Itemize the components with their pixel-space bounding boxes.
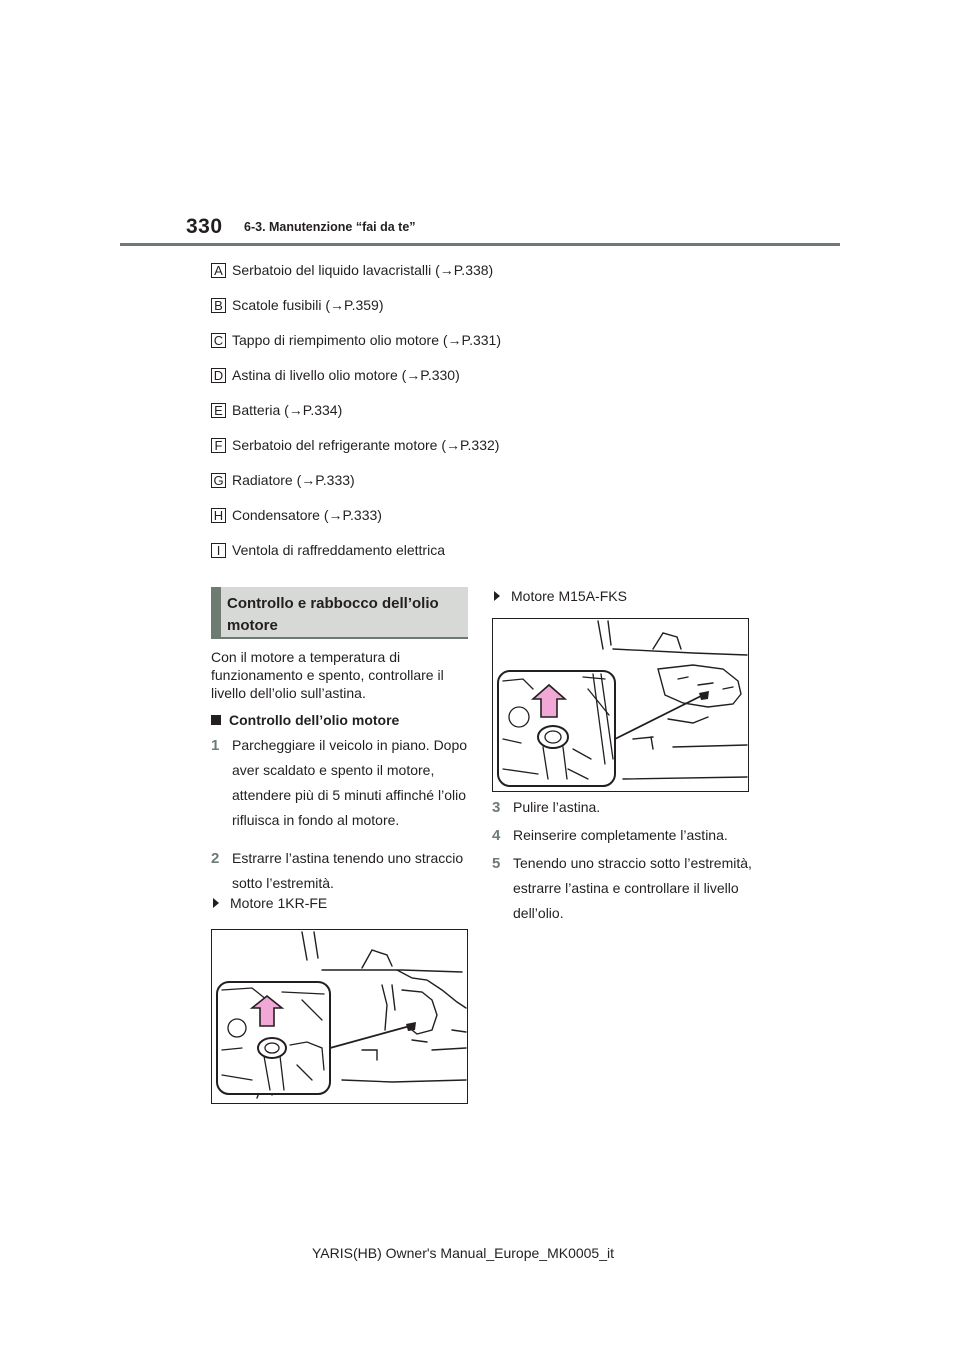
triangle-bullet-icon [494,591,500,601]
engine-label-text: Motore 1KR-FE [230,895,328,911]
step-text: Estrarre l’astina tenendo uno straccio sotto l’estremità. [232,850,464,891]
legend-item [211,262,631,297]
step-1 [211,733,473,833]
step-5 [492,851,754,926]
engine-label-text: Motore M15A-FKS [511,588,627,604]
component-legend [211,262,631,577]
section-title: 6-3. Manutenzione “fai da te” [244,220,416,234]
legend-item [211,542,631,577]
step-text: Tenendo uno straccio sotto l’estremità, estrarre l’astina e controllare il livello dell’olio. [513,855,752,921]
legend-letter: E [211,403,226,418]
legend-letter: C [211,333,226,348]
legend-item [211,472,631,507]
step-number: 2 [211,850,220,867]
legend-letter: I [211,543,226,558]
legend-item [211,332,631,367]
legend-letter: F [211,438,226,453]
legend-item [211,402,631,437]
legend-text: Condensatore (→P.333) [232,507,382,523]
subheading [211,712,399,728]
engine-label-1kr [213,895,327,911]
step-3 [492,795,754,820]
engine-illustration-m15a [492,618,749,792]
legend-item [211,437,631,472]
subheading-text: Controllo dell’olio motore [229,712,400,728]
legend-letter: A [211,263,226,278]
legend-text: Radiatore (→P.333) [232,472,355,488]
legend-text: Astina di livello olio motore (→P.330) [232,367,460,383]
square-bullet-icon [211,715,221,725]
step-number: 3 [492,799,501,816]
step-2 [211,846,473,896]
legend-letter: D [211,368,226,383]
section-heading-box [211,587,468,639]
triangle-bullet-icon [213,898,219,908]
legend-text: Scatole fusibili (→P.359) [232,297,384,313]
legend-letter: G [211,473,226,488]
engine-illustration-1kr [211,929,468,1104]
legend-text: Serbatoio del refrigerante motore (→P.332) [232,437,500,453]
legend-letter: H [211,508,226,523]
intro-paragraph: Con il motore a temperatura di funzionamento e spento, controllare il livello dell’olio sull’astina. [211,649,444,701]
engine-label-m15a [494,588,627,604]
legend-text: Tappo di riempimento olio motore (→P.331) [232,332,501,348]
step-number: 4 [492,827,501,844]
step-text: Pulire l’astina. [513,799,601,815]
step-4 [492,823,754,848]
footer-manual-id: YARIS(HB) Owner's Manual_Europe_MK0005_it [312,1245,614,1261]
engine-drawing-icon [212,930,467,1103]
step-number: 1 [211,737,220,754]
header-rule [120,243,840,246]
legend-text: Ventola di raffreddamento elettrica [232,542,445,558]
legend-item [211,297,631,332]
legend-text: Serbatoio del liquido lavacristalli (→P.338) [232,262,494,278]
step-number: 5 [492,855,501,872]
legend-item [211,507,631,542]
engine-drawing-icon [493,619,748,791]
page-number: 330 [186,215,223,238]
step-text: Parcheggiare il veicolo in piano. Dopo aver scaldato e spento il motore, attendere più di 5 minuti affinché l’olio rifluisca in fondo al motore. [232,737,468,828]
legend-text: Batteria (→P.334) [232,402,343,418]
legend-item [211,367,631,402]
legend-letter: B [211,298,226,313]
section-heading: Controllo e rabbocco dell’olio motore [227,595,439,634]
step-text: Reinserire completamente l’astina. [513,827,728,843]
